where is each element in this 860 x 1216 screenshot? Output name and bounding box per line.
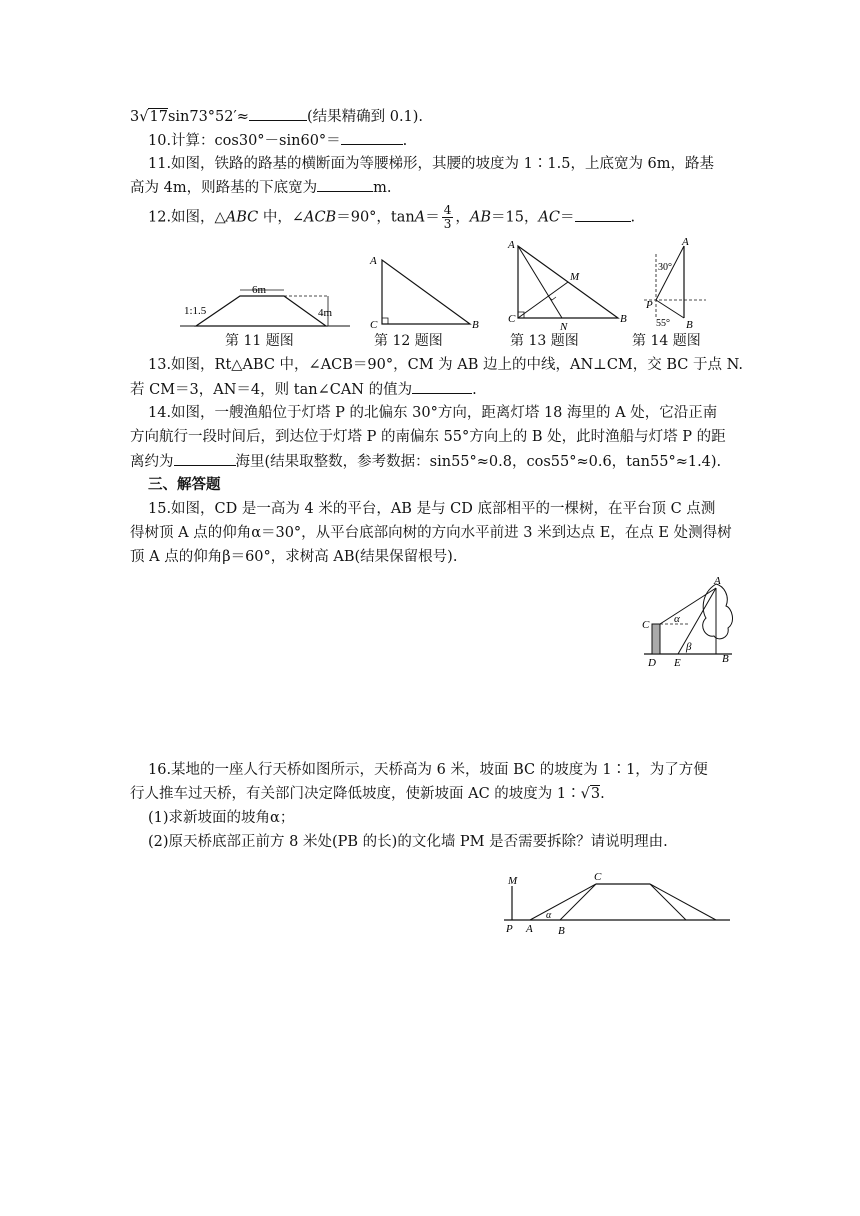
figure-11 [180, 276, 356, 332]
q12-text: ＝ [425, 209, 440, 226]
answer-blank [412, 379, 472, 394]
q10-line [148, 130, 407, 151]
platform-cd [652, 624, 660, 654]
top-width-label: 6m [252, 284, 267, 296]
segment-an [518, 246, 562, 318]
angle-label-55: 55° [656, 318, 670, 329]
point-label-b: B [620, 313, 627, 325]
point-label-p: P [646, 299, 653, 311]
q15-line2: 得树顶 A 点的仰角α＝30°，从平台底部向树的方向水平前进 3 米到达点 E，在点 E 处测得树 [130, 525, 732, 541]
sight-line-ca [660, 588, 716, 624]
q13-text: 若 CM＝3，AN＝4，则 tan∠CAN 的值为 [130, 382, 413, 398]
slope-label: 1:1.5 [184, 305, 207, 317]
sqrt-sign: √ [139, 109, 149, 125]
q9-note: (结果精确到 0.1). [306, 109, 424, 125]
caption-13: 第 13 题图 [510, 333, 579, 349]
trapezoid-shape [196, 296, 326, 326]
q12-end: . [630, 209, 636, 226]
point-label-m: M [570, 271, 580, 283]
figure-16 [500, 868, 732, 940]
q9-expr: sin73°52′≈ [167, 109, 249, 125]
q16-sub2: (2)原天桥底部正前方 8 米处(PB 的长)的文化墙 PM 是否需要拆除？请说明理由. [148, 834, 668, 850]
q12-var: AC [538, 209, 561, 226]
q12-text: ＝15， [491, 209, 539, 226]
q12-fraction [442, 204, 454, 231]
q9-prefix: 3 [130, 109, 140, 125]
q16-sub1: (1)求新坡面的坡角α； [148, 810, 295, 826]
q12-text: ＝ [560, 209, 575, 226]
angle-label-30: 30° [658, 262, 672, 273]
q16-line1: 16.某地的一座人行天桥如图所示，天桥高为 6 米，坡面 BC 的坡度为 1∶1，为了方便 [148, 762, 708, 778]
caption-11: 第 11 题图 [225, 333, 294, 349]
point-label-d: D [648, 657, 656, 666]
point-label-e: E [674, 657, 681, 666]
q9-line [130, 106, 423, 127]
q12-triangle: ABC [225, 209, 259, 226]
point-label-a: A [682, 236, 689, 248]
point-label-b: B [686, 319, 693, 331]
point-label-a: A [526, 923, 533, 935]
height-label: 4m [318, 307, 333, 319]
q16-text: 行人推车过天桥，有关部门决定降低坡度，使新坡面 AC 的坡度为 1∶ [130, 786, 581, 802]
q11-line2 [130, 177, 391, 198]
point-label-c: C [594, 871, 602, 883]
q12-var: AB [469, 209, 491, 226]
fraction-numerator: 4 [443, 203, 452, 217]
q11-text: 高为 4m，则路基的下底宽为 [130, 180, 318, 196]
segment-pb [656, 300, 684, 318]
q14-text: 离约为 [130, 454, 174, 470]
slope-right-2 [650, 884, 716, 920]
angle-alpha: α [674, 613, 680, 625]
answer-blank [317, 177, 373, 192]
q14-text: 海里(结果取整数，参考数据：sin55°≈0.8，cos55°≈0.6，tan55°≈1.4). [235, 454, 722, 470]
q16-end: . [600, 786, 605, 802]
q12-text: ， [455, 209, 470, 226]
answer-blank [341, 130, 403, 145]
slope-ac [530, 884, 596, 920]
q13-end: . [472, 382, 477, 398]
q12-text: 12.如图，△ [148, 209, 226, 226]
answer-blank [174, 451, 236, 466]
figure-12 [366, 252, 486, 332]
section-heading: 三、解答题 [148, 476, 221, 493]
slope-right-1 [650, 884, 686, 920]
point-label-a: A [508, 239, 515, 251]
caption-14: 第 14 题图 [632, 333, 701, 349]
q11-unit: m. [373, 180, 392, 196]
point-label-b: B [558, 925, 565, 937]
point-label-c: C [370, 319, 378, 331]
q12-angle: ACB [303, 209, 337, 226]
q14-line1: 14.如图，一艘渔船位于灯塔 P 的北偏东 30°方向，距离灯塔 18 海里的 A 处，它沿正南 [148, 405, 718, 421]
fraction-denominator: 3 [443, 217, 452, 231]
q15-line1: 15.如图，CD 是一高为 4 米的平台，AB 是与 CD 底部相平的一棵树，在平台顶 C 点测 [148, 501, 716, 517]
angle-alpha: α [546, 910, 552, 921]
q16-radicand: 3 [590, 786, 601, 802]
point-label-c: C [508, 313, 516, 325]
segment-pa [656, 246, 684, 300]
q12-line [148, 204, 635, 231]
point-label-p: P [506, 923, 513, 935]
point-label-b: B [472, 319, 479, 331]
q13-line1: 13.如图，Rt△ABC 中，∠ACB＝90°，CM 为 AB 边上的中线，AN⊥CM，交 BC 于点 N. [148, 357, 743, 373]
q10-end: . [402, 133, 408, 149]
point-label-m: M [508, 875, 518, 887]
triangle-shape [382, 260, 470, 324]
point-label-c: C [642, 619, 650, 631]
point-label-a: A [714, 575, 721, 587]
point-label-n: N [560, 321, 568, 332]
q11-line1: 11.如图，铁路的路基的横断面为等腰梯形，其腰的坡度为 1∶1.5，上底宽为 6m，路基 [148, 156, 715, 172]
q12-text: ＝90°，tan [336, 209, 415, 226]
q16-line2 [130, 784, 605, 804]
q14-line3 [130, 451, 721, 472]
figure-14 [640, 236, 710, 332]
q13-line2 [130, 379, 477, 400]
sight-line-ea [678, 588, 716, 654]
q12-text: 中，∠ [258, 209, 304, 226]
right-angle-mark [382, 318, 388, 324]
q15-line3: 顶 A 点的仰角β＝60°，求树高 AB(结果保留根号). [130, 549, 458, 565]
slope-bc [560, 884, 596, 920]
angle-beta: β [686, 641, 692, 653]
q10-text: 10.计算：cos30°－sin60°＝ [148, 133, 341, 149]
point-label-a: A [370, 255, 377, 267]
figure-13 [504, 236, 632, 332]
caption-12: 第 12 题图 [374, 333, 443, 349]
answer-blank [575, 207, 631, 222]
answer-blank [249, 106, 307, 121]
tree-icon [703, 584, 733, 639]
q9-radicand: 17 [149, 109, 168, 125]
q14-line2: 方向航行一段时间后，到达位于灯塔 P 的南偏东 55°方向上的 B 处，此时渔船与灯塔 P 的距 [130, 429, 726, 445]
q12-var: A [414, 209, 426, 226]
sqrt-sign: √ [580, 786, 590, 802]
figure-15 [640, 572, 740, 666]
point-label-b: B [722, 653, 729, 665]
